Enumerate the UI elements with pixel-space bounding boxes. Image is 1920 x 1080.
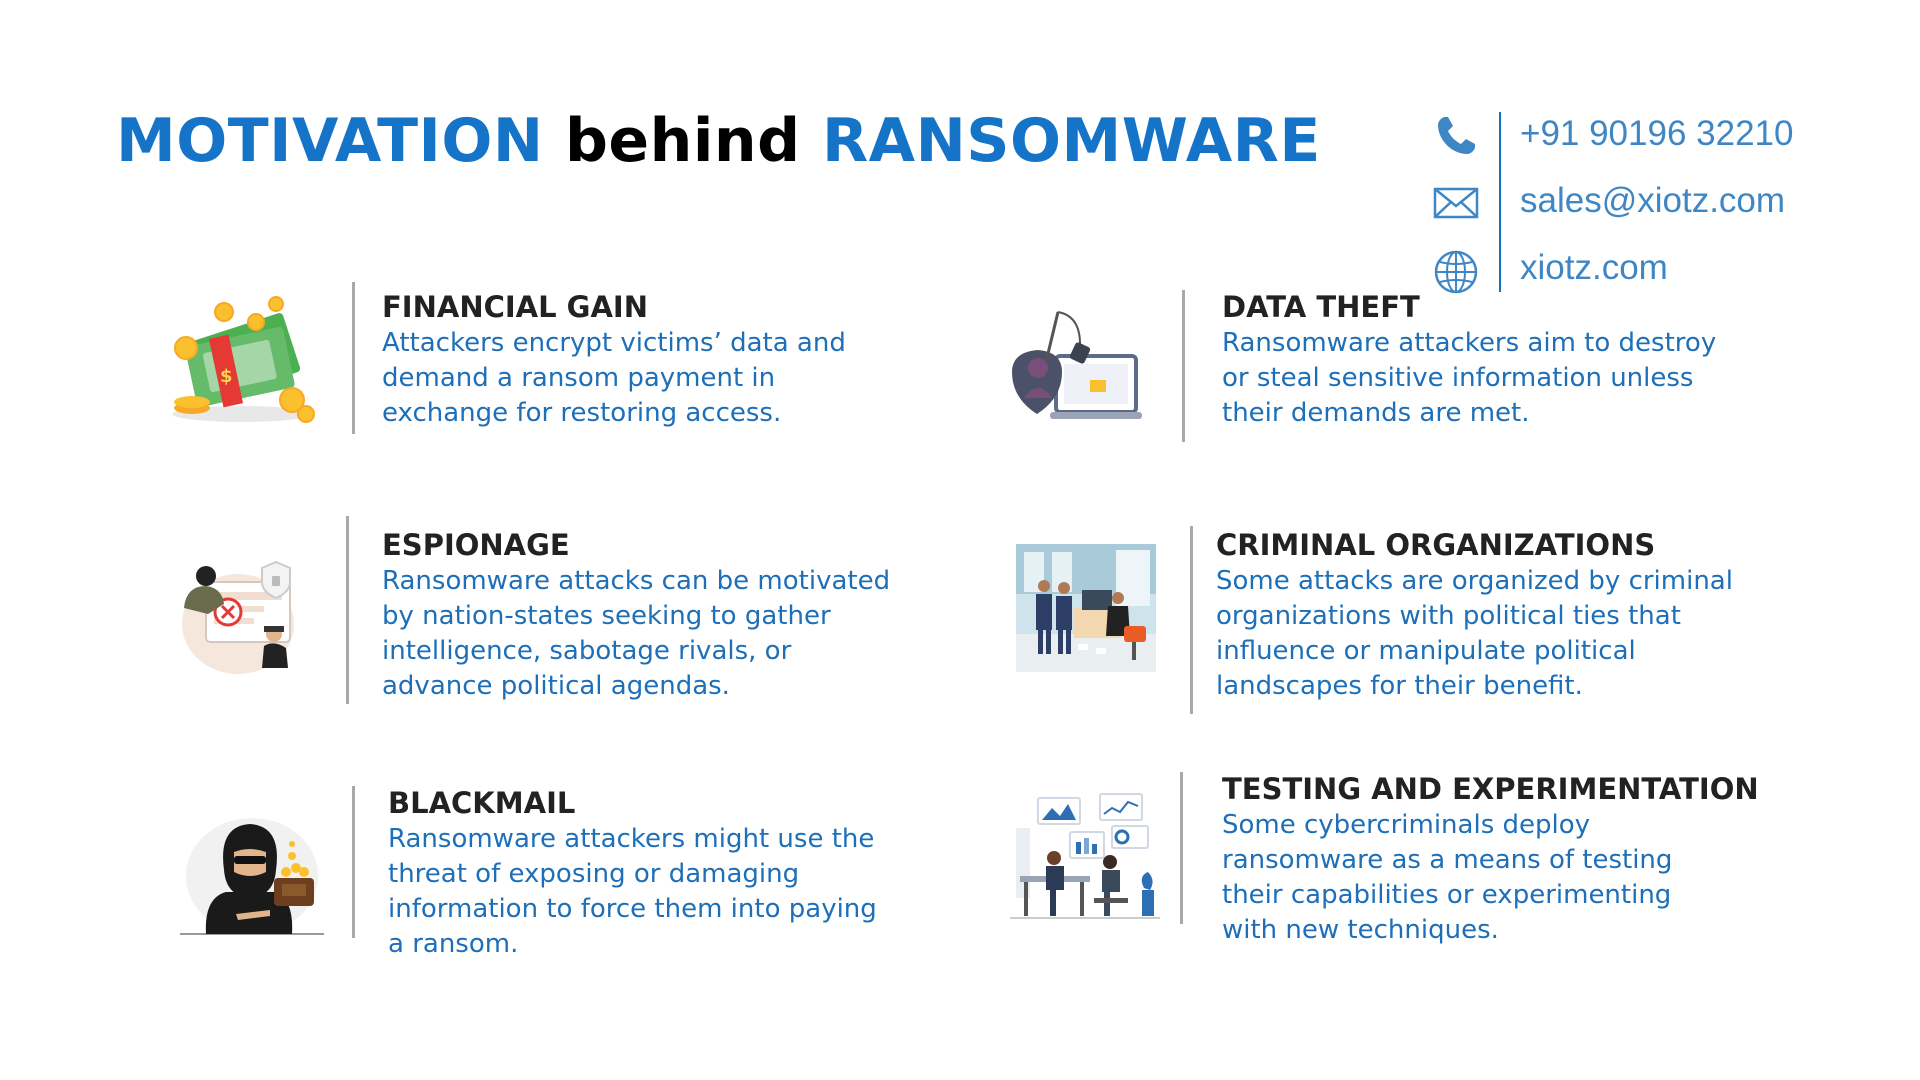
contact-info — [1428, 106, 1848, 296]
svg-text:$: $ — [220, 366, 233, 387]
page-title — [116, 106, 1321, 176]
card-blackmail — [178, 786, 898, 976]
card-body: Ransomware attackers might use the threat of exposing or damaging information to force them into paying a ransom. — [388, 824, 877, 959]
title-part-ransomware: RANSOMWARE — [821, 106, 1321, 176]
card-heading: BLACKMAIL — [388, 786, 576, 820]
phone-icon — [1432, 112, 1480, 160]
title-part-behind: behind — [564, 106, 801, 176]
card-heading: TESTING AND EXPERIMENTATION — [1222, 772, 1759, 806]
card-divider — [1180, 772, 1183, 924]
website-url: xiotz.com — [1520, 248, 1668, 287]
card-body: Some attacks are organized by criminal organizations with political ties that influence or manipulate political landscapes for their benefit. — [1216, 566, 1733, 701]
card-criminal-organizations — [1016, 526, 1736, 716]
card-body: Attackers encrypt victims’ data and demand a ransom payment in exchange for restoring access. — [382, 328, 846, 428]
card-testing-experimentation — [1010, 772, 1759, 962]
card-financial-gain — [160, 282, 880, 442]
mail-icon — [1432, 179, 1480, 227]
title-part-motivation: MOTIVATION — [116, 106, 544, 176]
team-analytics-icon — [1010, 792, 1160, 924]
card-divider — [352, 282, 355, 434]
card-body: Some cybercriminals deploy ransomware as a means of testing their capabilities or experimenting with new techniques. — [1222, 810, 1673, 945]
contact-phone[interactable] — [1428, 106, 1848, 166]
criminal-office-icon — [1016, 544, 1156, 672]
globe-icon — [1432, 246, 1480, 294]
card-espionage — [178, 516, 898, 706]
card-divider — [352, 786, 355, 938]
card-divider — [1182, 290, 1185, 442]
card-body: Ransomware attackers aim to destroy or steal sensitive information unless their demands are met. — [1222, 328, 1717, 428]
spy-surveillance-icon — [178, 556, 303, 676]
card-body: Ransomware attacks can be motivated by nation-states seeking to gather intelligence, sabotage rivals, or advance political agendas. — [382, 566, 891, 701]
card-data-theft — [1010, 290, 1730, 450]
money-coins-icon — [160, 296, 320, 426]
phone-number: +91 90196 32210 — [1520, 114, 1794, 153]
card-heading: ESPIONAGE — [382, 528, 570, 562]
hacker-laptop-icon — [1010, 310, 1142, 425]
contact-email[interactable] — [1428, 173, 1848, 233]
card-divider — [1190, 526, 1193, 714]
card-divider — [346, 516, 349, 704]
card-heading: CRIMINAL ORGANIZATIONS — [1216, 528, 1656, 562]
email-address: sales@xiotz.com — [1520, 181, 1786, 220]
masked-hacker-wallet-icon — [178, 810, 328, 938]
card-heading: FINANCIAL GAIN — [382, 290, 648, 324]
card-heading: DATA THEFT — [1222, 290, 1420, 324]
